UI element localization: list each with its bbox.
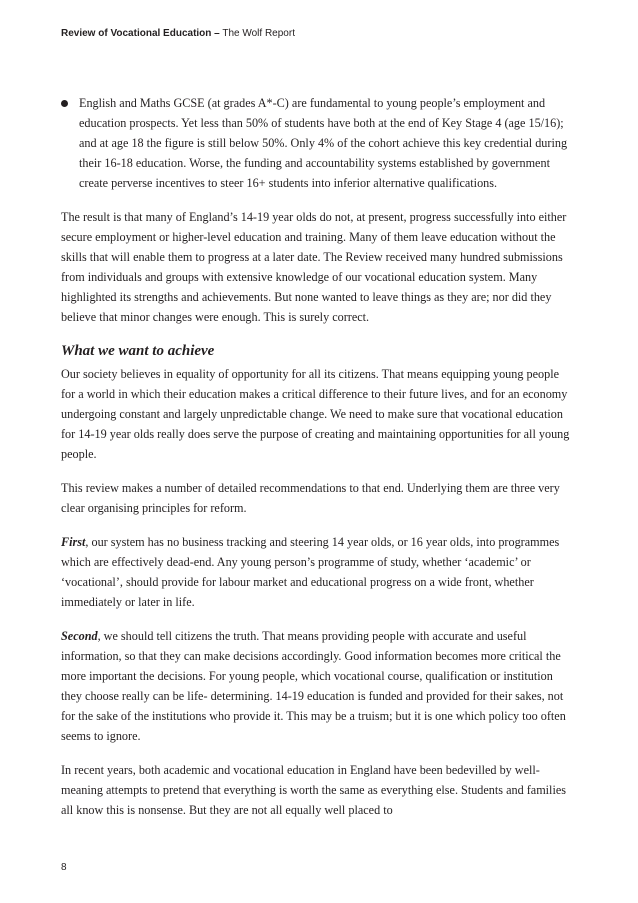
bullet-dot-icon xyxy=(61,100,68,107)
paragraph-review: This review makes a number of detailed recommendations to that end. Underlying them are three very clear organising principles for reform. xyxy=(61,481,560,515)
paragraph-society: Our society believes in equality of opportunity for all its citizens. That means equipping young people for a world in which their education makes a critical difference to their future lives, and for an economy undergoing constant and largely unpredictable change. We need to make sure that vocational education for 14-19 year olds really does serve the purpose of creating and maintaining opportunities for all young people. xyxy=(61,367,570,461)
second-lead: Second xyxy=(61,629,98,643)
body-text xyxy=(61,93,571,834)
second-text: , we should tell citizens the truth. That means providing people with accurate and useful information, so that they can make decisions accordingly. Good information becomes more critical the more important the decisions. For young people, which vocational course, qualification or institution they choose really can be life- determining. 14-19 education is funded and provided for their sakes, not for the sake of the institutions who provide it. This may be a truism; but it is one which policy too often seems to ignore. xyxy=(61,629,566,743)
header-title-bold: Review of Vocational Education – xyxy=(61,28,220,39)
first-text: , our system has no business tracking and steering 14 year olds, or 16 year olds, into programmes which are effectively dead-end. Any young person’s programme of study, whether ‘academic’ or ‘vocational’, should provide for labour market and educational progress on a wide front, whether immediately or later in life. xyxy=(61,535,560,609)
paragraph-recent: In recent years, both academic and vocational education in England have been bedevilled by well-meaning attempts to pretend that everything is worth the same as everything else. Students and families all know this is nonsense. But they are not all equally well placed to xyxy=(61,763,566,817)
page-number: 8 xyxy=(61,862,67,873)
bullet-item xyxy=(61,93,571,193)
first-lead: First xyxy=(61,535,86,549)
paragraph-first xyxy=(61,532,571,612)
paragraph-result: The result is that many of England’s 14-19 year olds do not, at present, progress successfully into either secure employment or higher-level education and training. Many of them leave education without the skills that will enable them to progress at a later date. The Review received many hundred submissions from individuals and groups with extensive knowledge of our vocational education system. Many highlighted its strengths and achievements. But none wanted to leave things as they are; nor did they believe that minor changes were enough. This is surely correct. xyxy=(61,210,567,324)
running-header xyxy=(61,28,295,39)
header-title-regular: The Wolf Report xyxy=(219,28,295,39)
paragraph-second xyxy=(61,626,571,746)
bullet-text: English and Maths GCSE (at grades A*-C) are fundamental to young people’s employment and education prospects. Yet less than 50% of students have both at the end of Key Stage 4 (age 15/16); and at age 18 the figure is still below 50%. Only 4% of the cohort achieve this key credential during their 16-18 education. Worse, the funding and accountability systems established by government create perverse incentives to steer 16+ students into inferior alternative qualifications. xyxy=(79,96,568,190)
section-heading: What we want to achieve xyxy=(61,343,215,359)
